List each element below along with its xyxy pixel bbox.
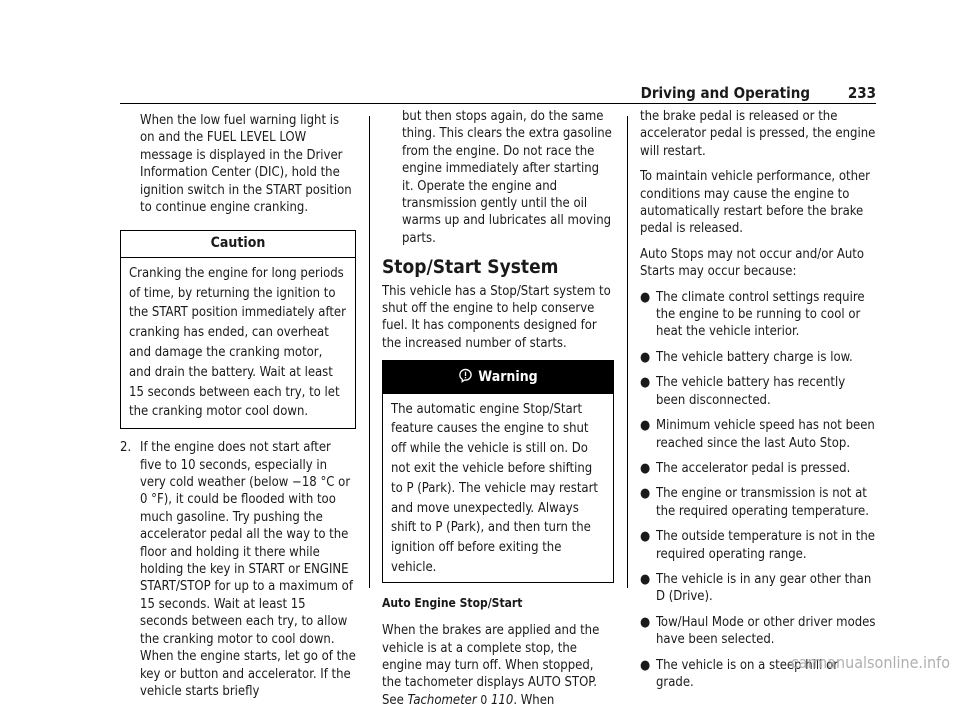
header-rule (120, 103, 876, 104)
list-item: ● The outside temperature is not in the required operating range. (640, 529, 875, 562)
bullet-icon: ● (640, 614, 651, 630)
paragraph-performance: To maintain vehicle performance, other conditions may cause the engine to automatically restart before the brake pedal is released. (640, 169, 870, 237)
list-item: ● Tow/Haul Mode or other driver modes have been selected. (640, 614, 876, 648)
bullet-icon: ● (640, 375, 651, 391)
subheading: Auto Engine Stop/Start (382, 595, 523, 610)
section-title: Driving and Operating (640, 84, 810, 102)
column-1 (120, 108, 356, 700)
list-item: ● The climate control settings require the engine to be running to cool or heat the vehicle interior. (640, 289, 865, 340)
warning-header (383, 361, 613, 393)
auto-stop-paragraph (382, 622, 614, 709)
column-divider (627, 116, 628, 588)
intro-paragraph: This vehicle has a Stop/Start system to shut off the engine to help conserve fuel. It has components designed for the increased number of starts. (382, 283, 611, 351)
list-item: ● The vehicle is on a steep hill or grade. (640, 657, 839, 690)
step-number: 2. (120, 440, 132, 456)
bullet-icon: ● (640, 657, 651, 673)
xref-title[interactable]: Tachometer (407, 692, 477, 708)
page-ref-arrow: 0 (480, 692, 488, 707)
step-text: If the engine does not start after five to 10 seconds, especially in very cold weather (below −18 °C or 0 °F), it could be flooded with too much gasoline. Try pushing the accelerator pedal all the way to the floor and holding it there while holding the key in START or ENGINE START/STOP for up to a maximum of 15 seconds. Wait at least 15 seconds between each try, to allow the cranking motor to cool down. When the engine starts, let go of the key or button and accelerator. If the vehicle starts briefly (140, 440, 356, 699)
list-item: ● The vehicle is in any gear other than D (Drive). (640, 571, 872, 605)
continuation-paragraph: the brake pedal is released or the accelerator pedal is pressed, the engine will restart. (640, 109, 876, 159)
xref-page[interactable]: 110 (490, 692, 514, 708)
column-3 (640, 108, 876, 699)
page-header (120, 84, 876, 104)
list-item: ● The vehicle battery has recently been disconnected. (640, 375, 846, 408)
caution-box (120, 230, 356, 429)
auto-stop-text-end: . When (513, 692, 555, 708)
warning-box (382, 360, 614, 583)
list-item: ● Minimum vehicle speed has not been reached since the last Auto Stop. (640, 418, 875, 451)
column-divider (369, 116, 370, 588)
warning-body: The automatic engine Stop/Start feature causes the engine to shut off while the vehicle is still on. Do not exit the vehicle before shifting to P (Park). The vehicle may restart and move unexpectedly. Always shift to P (Park), and then turn the ignition off before exiting the vehicle. (391, 401, 598, 576)
bullet-icon: ● (640, 289, 651, 305)
list-item: ● The engine or transmission is not at the required operating temperature. (640, 486, 869, 519)
section-heading: Stop/Start System (382, 256, 559, 279)
bullet-icon: ● (640, 460, 651, 476)
list-item: ● The vehicle battery charge is low. (640, 349, 853, 365)
warning-title: Warning (478, 369, 538, 386)
warning-icon (458, 368, 473, 388)
auto-stop-text: When the brakes are applied and the vehicle is at a complete stop, the engine may turn off. When stopped, the tachometer displays AUTO STOP. See (382, 623, 600, 708)
caution-title: Caution (121, 231, 355, 257)
step-2-continuation: but then stops again, do the same thing. This clears the extra gasoline from the engine. Do not race the engine immediately after starting it. Operate the engine and transmission gently until the oil warms up and lubricates all moving parts. (402, 109, 612, 246)
bullet-icon: ● (640, 349, 651, 365)
column-2 (382, 108, 614, 717)
paragraph-conditions: Auto Stops may not occur and/or Auto Starts may occur because: (640, 246, 865, 280)
caution-body: Cranking the engine for long periods of time, by returning the ignition to the START position immediately after cranking has ended, can overheat and damage the cranking motor, and drain the battery. Wait at least 15 seconds between each try, to let the cranking motor cool down. (129, 265, 346, 420)
watermark: carmanualsonline.info (790, 653, 950, 672)
step-1-continuation: When the low fuel warning light is on and the FUEL LEVEL LOW message is displayed in the Driver Information Center (DIC), hold the ignition switch in the START position to continue engine cranking. (140, 113, 352, 216)
bullet-icon: ● (640, 529, 651, 545)
conditions-list (640, 289, 876, 692)
bullet-icon: ● (640, 486, 651, 502)
list-item: ● The accelerator pedal is pressed. (640, 460, 851, 476)
page-number: 233 (847, 84, 876, 102)
step-2 (120, 439, 356, 700)
bullet-icon: ● (640, 418, 651, 434)
bullet-icon: ● (640, 571, 651, 587)
